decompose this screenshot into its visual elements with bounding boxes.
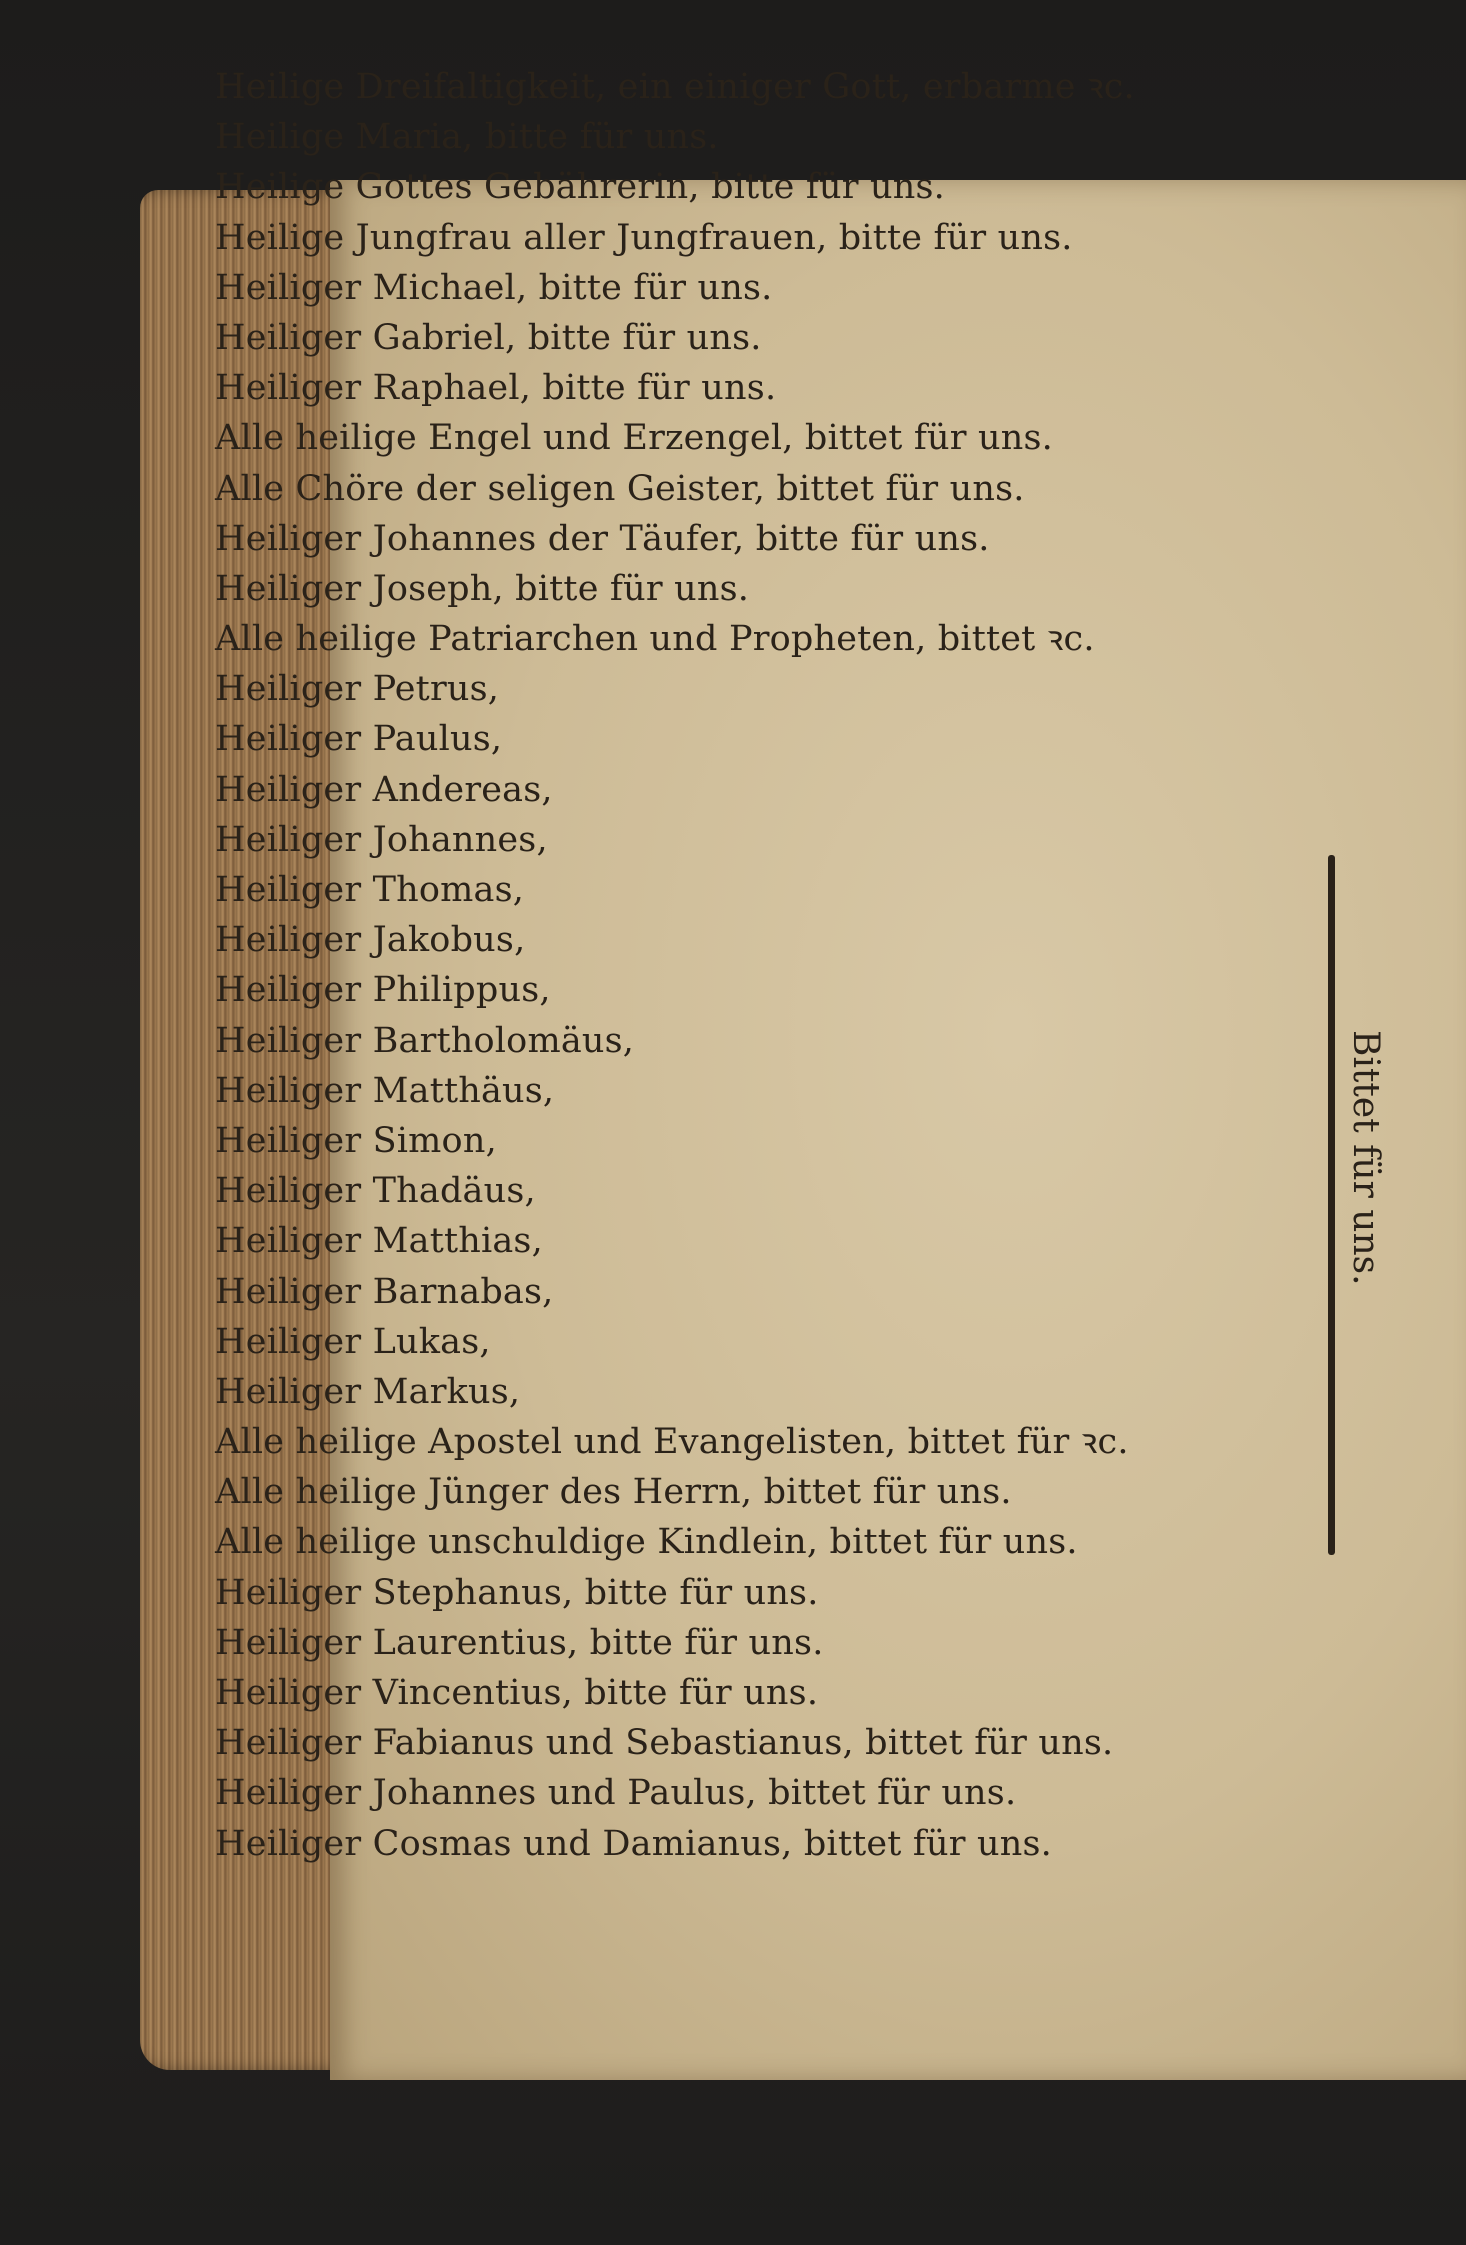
litany-line: Heiliger Raphael, bitte für uns. [215,368,777,409]
litany-line: Alle heilige Engel und Erzengel, bittet für uns. [215,418,1054,459]
litany-line: Heilige Dreifaltigkeit, ein einiger Gott, erbarme ꝛc. [215,67,1135,107]
litany-line: Heiliger Laurentius, bitte für uns. [215,1622,824,1663]
litany-line: Heilige Jungfrau aller Jungfrauen, bitte für uns. [215,217,1073,258]
litany-line: Alle Chöre der seligen Geister, bittet für uns. [215,468,1025,509]
litany-line: Heiliger Philippus, [215,970,551,1011]
bracket-response-text: Bittet für uns. [1345,1030,1386,1286]
litany-line: Heiliger Simon, [215,1120,497,1161]
litany-line: Heiliger Joseph, bitte für uns. [215,568,750,609]
litany-line: Heiliger Matthias, [215,1221,543,1262]
litany-line: Heiliger Matthäus, [215,1070,555,1111]
litany-line: Heiliger Fabianus und Sebastianus, bittet für uns. [215,1723,1114,1764]
litany-line: Heiliger Bartholomäus, [215,1020,635,1061]
litany-line: Heiliger Stephanus, bitte für uns. [215,1572,819,1613]
litany-line: Alle heilige Apostel und Evangelisten, bittet für ꝛc. [215,1422,1129,1463]
litany-line: Heiliger Johannes und Paulus, bittet für uns. [215,1773,1017,1814]
litany-line: Heiliger Jakobus, [215,920,526,961]
litany-line: Alle heilige Patriarchen und Propheten, bittet ꝛc. [215,619,1095,660]
litany-line: Heilige Gottes Gebährerin, bitte für uns. [215,167,945,208]
litany-line: Heiliger Thadäus, [215,1171,536,1212]
litany-line: Heiliger Lukas, [215,1321,491,1362]
litany-line: Alle heilige unschuldige Kindlein, bittet für uns. [215,1522,1078,1563]
litany-line: Heiliger Johannes, [215,819,548,860]
bracket-bar [1328,855,1335,1555]
litany-line: Heiliger Andereas, [215,769,553,810]
litany-line: Heiliger Thomas, [215,870,525,910]
litany-line: Heiliger Cosmas und Damianus, bittet für uns. [215,1823,1052,1864]
litany-line: Heiliger Gabriel, bitte für uns. [215,317,762,358]
litany-line: Heiliger Paulus, [215,719,503,760]
litany-text [215,62,1345,1869]
litany-line: Heilige Maria, bitte für uns. [215,117,719,158]
litany-line: Heiliger Petrus, [215,669,500,710]
litany-line: Heiliger Vincentius, bitte für uns. [215,1673,819,1713]
litany-line: Alle heilige Jünger des Herrn, bittet für uns. [215,1472,1012,1513]
litany-line: Heiliger Michael, bitte für uns. [215,267,773,308]
litany-line: Heiliger Barnabas, [215,1271,554,1312]
litany-line: Heiliger Johannes der Täufer, bitte für uns. [215,518,990,559]
litany-line: Heiliger Markus, [215,1371,521,1412]
